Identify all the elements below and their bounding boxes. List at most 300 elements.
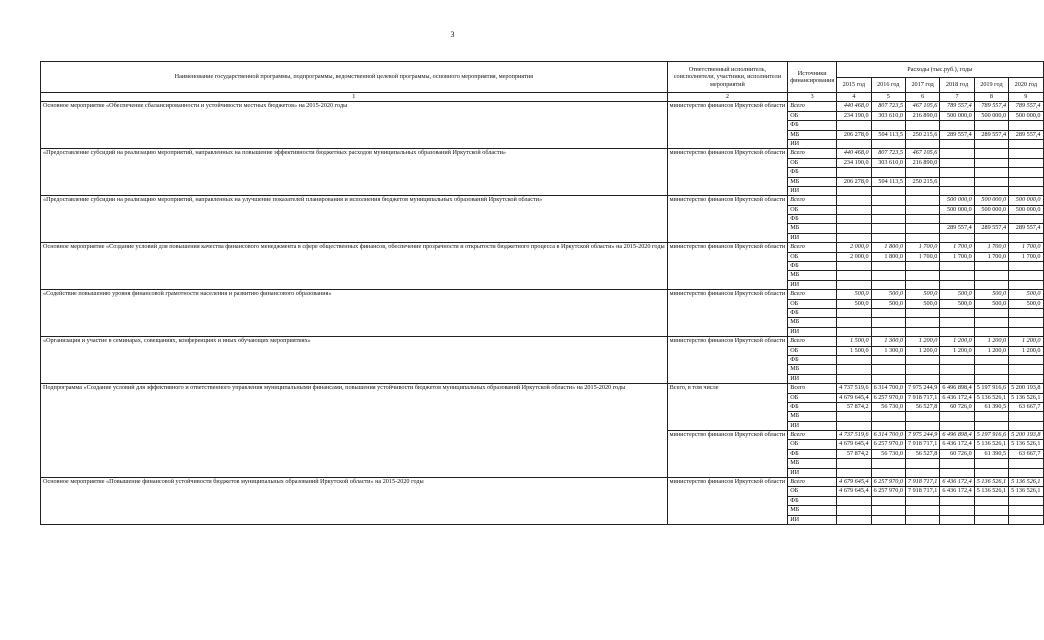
amount-cell	[1009, 374, 1043, 383]
amount-cell: 467 105,6	[905, 102, 939, 111]
funding-source: ФБ	[788, 449, 837, 458]
amount-cell: 440 468,0	[837, 149, 871, 158]
header-expenses: Расходы (тыс.руб.), годы	[837, 62, 1043, 78]
funding-source: ФБ	[788, 402, 837, 411]
funding-source: МБ	[788, 412, 837, 421]
amount-cell	[974, 186, 1008, 195]
amount-cell	[837, 327, 871, 336]
funding-source: ОБ	[788, 205, 837, 214]
amount-cell: 1 700,0	[1009, 252, 1043, 261]
amount-cell: 6 257 970,0	[871, 440, 905, 449]
amount-cell	[974, 496, 1008, 505]
amount-cell	[905, 412, 939, 421]
amount-cell	[940, 374, 974, 383]
header-year: 2018 год	[940, 77, 974, 93]
amount-cell: 6 436 172,4	[940, 478, 974, 487]
amount-cell	[871, 280, 905, 289]
funding-source: ФБ	[788, 308, 837, 317]
amount-cell: 1 300,0	[871, 346, 905, 355]
amount-cell	[905, 506, 939, 515]
amount-cell	[871, 215, 905, 224]
column-index: 2	[667, 93, 788, 102]
amount-cell	[837, 139, 871, 148]
amount-cell: 4 737 519,6	[837, 431, 871, 440]
amount-cell: 56 527,8	[905, 402, 939, 411]
column-index: 6	[905, 93, 939, 102]
amount-cell	[1009, 233, 1043, 242]
amount-cell	[940, 506, 974, 515]
amount-cell	[905, 168, 939, 177]
amount-cell: 1 200,0	[940, 337, 974, 346]
amount-cell: 1 700,0	[905, 252, 939, 261]
amount-cell: 1 300,0	[871, 337, 905, 346]
amount-cell	[1009, 506, 1043, 515]
amount-cell	[940, 177, 974, 186]
funding-source: ОБ	[788, 346, 837, 355]
funding-source: МБ	[788, 459, 837, 468]
funding-source: МБ	[788, 224, 837, 233]
amount-cell: 5 136 526,1	[1009, 440, 1043, 449]
amount-cell	[871, 421, 905, 430]
funding-source: Всего	[788, 243, 837, 252]
amount-cell	[940, 421, 974, 430]
amount-cell	[1009, 355, 1043, 364]
amount-cell	[905, 468, 939, 477]
amount-cell	[871, 506, 905, 515]
funding-source: Всего	[788, 102, 837, 111]
funding-source: ОБ	[788, 158, 837, 167]
amount-cell: 5 200 193,8	[1009, 431, 1043, 440]
amount-cell	[940, 262, 974, 271]
amount-cell	[905, 496, 939, 505]
amount-cell	[871, 262, 905, 271]
table-body	[41, 102, 1044, 525]
amount-cell	[940, 233, 974, 242]
funding-source: Всего	[788, 290, 837, 299]
amount-cell	[1009, 215, 1043, 224]
amount-cell	[940, 515, 974, 524]
amount-cell	[905, 365, 939, 374]
amount-cell	[871, 327, 905, 336]
amount-cell: 1 200,0	[905, 337, 939, 346]
amount-cell: 63 667,7	[1009, 402, 1043, 411]
amount-cell: 234 190,0	[837, 158, 871, 167]
amount-cell: 6 436 172,4	[940, 487, 974, 496]
amount-cell: 807 723,5	[871, 102, 905, 111]
amount-cell	[871, 374, 905, 383]
header-year: 2017 год	[905, 77, 939, 93]
amount-cell: 5 136 526,1	[1009, 478, 1043, 487]
amount-cell	[871, 168, 905, 177]
amount-cell: 4 679 645,4	[837, 487, 871, 496]
amount-cell: 500 000,0	[1009, 205, 1043, 214]
amount-cell	[974, 280, 1008, 289]
amount-cell	[974, 365, 1008, 374]
funding-source: МБ	[788, 506, 837, 515]
amount-cell: 7 975 244,9	[905, 384, 939, 393]
amount-cell: 1 700,0	[940, 252, 974, 261]
amount-cell: 2 000,0	[837, 243, 871, 252]
funding-source: ИИ	[788, 139, 837, 148]
amount-cell	[905, 355, 939, 364]
funding-source: ИИ	[788, 515, 837, 524]
amount-cell	[940, 496, 974, 505]
amount-cell	[940, 121, 974, 130]
amount-cell: 56 730,0	[871, 449, 905, 458]
amount-cell	[871, 355, 905, 364]
amount-cell: 1 700,0	[974, 252, 1008, 261]
amount-cell: 61 390,5	[974, 402, 1008, 411]
amount-cell: 789 557,4	[1009, 102, 1043, 111]
amount-cell	[905, 205, 939, 214]
amount-cell: 467 105,6	[905, 149, 939, 158]
amount-cell	[1009, 318, 1043, 327]
amount-cell: 500 000,0	[1009, 111, 1043, 120]
amount-cell	[837, 496, 871, 505]
executor-name: министерство финансов Иркутской области	[667, 290, 788, 337]
amount-cell: 500 000,0	[1009, 196, 1043, 205]
amount-cell: 7 918 717,1	[905, 487, 939, 496]
funding-source: МБ	[788, 130, 837, 139]
measure-name: «Содействие повышению уровня финансовой грамотности населения и развитию финансового образования»	[41, 290, 668, 337]
amount-cell	[905, 374, 939, 383]
header-name: Наименование государственной программы, подпрограммы, ведомственной целевой программы, основного мероприятия, мероприятия	[41, 62, 668, 93]
amount-cell: 250 215,6	[905, 130, 939, 139]
amount-cell	[837, 318, 871, 327]
measure-name: Основное мероприятие «Повышение финансовой устойчивости бюджетов муниципальных образований Иркутской области» на 2015-2020 годы	[41, 478, 668, 525]
amount-cell: 807 723,5	[871, 149, 905, 158]
funding-source: ФБ	[788, 215, 837, 224]
page-number: 3	[450, 30, 455, 39]
amount-cell	[940, 327, 974, 336]
amount-cell	[940, 271, 974, 280]
amount-cell	[837, 224, 871, 233]
amount-cell: 4 679 645,4	[837, 478, 871, 487]
funding-source: МБ	[788, 365, 837, 374]
amount-cell	[837, 308, 871, 317]
amount-cell	[905, 196, 939, 205]
amount-cell: 500,0	[871, 290, 905, 299]
amount-cell	[1009, 149, 1043, 158]
funding-source: ОБ	[788, 111, 837, 120]
amount-cell	[940, 355, 974, 364]
table-row	[41, 337, 1044, 346]
amount-cell: 216 890,0	[905, 111, 939, 120]
funding-source: Всего	[788, 337, 837, 346]
amount-cell	[974, 515, 1008, 524]
funding-source: Всего	[788, 384, 837, 393]
amount-cell: 2 000,0	[837, 252, 871, 261]
measure-name: «Предоставление субсидии на реализацию мероприятий, направленных на улучшение показателей планирования и исполнения бюджетов муниципальных образований Иркутской области»	[41, 196, 668, 243]
amount-cell	[905, 121, 939, 130]
column-index: 8	[974, 93, 1008, 102]
amount-cell: 500,0	[871, 299, 905, 308]
amount-cell	[1009, 158, 1043, 167]
amount-cell: 5 200 193,8	[1009, 384, 1043, 393]
column-index-row	[41, 93, 1044, 102]
amount-cell	[837, 205, 871, 214]
amount-cell	[837, 365, 871, 374]
amount-cell	[974, 139, 1008, 148]
amount-cell	[940, 459, 974, 468]
amount-cell	[837, 468, 871, 477]
amount-cell	[837, 186, 871, 195]
amount-cell	[837, 506, 871, 515]
amount-cell	[871, 515, 905, 524]
funding-source: ФБ	[788, 496, 837, 505]
amount-cell: 206 278,0	[837, 177, 871, 186]
amount-cell	[871, 186, 905, 195]
amount-cell: 289 557,4	[974, 224, 1008, 233]
amount-cell	[871, 233, 905, 242]
amount-cell: 1 800,0	[871, 252, 905, 261]
amount-cell: 504 113,5	[871, 177, 905, 186]
table-row	[41, 243, 1044, 252]
amount-cell	[940, 139, 974, 148]
amount-cell	[837, 233, 871, 242]
amount-cell	[905, 308, 939, 317]
amount-cell	[837, 374, 871, 383]
amount-cell	[905, 318, 939, 327]
amount-cell: 57 874,2	[837, 449, 871, 458]
amount-cell: 6 314 700,0	[871, 431, 905, 440]
table-row	[41, 196, 1044, 205]
amount-cell: 5 197 916,6	[974, 431, 1008, 440]
amount-cell: 56 730,0	[871, 402, 905, 411]
amount-cell: 500,0	[905, 299, 939, 308]
amount-cell	[871, 459, 905, 468]
amount-cell	[1009, 280, 1043, 289]
amount-cell	[1009, 186, 1043, 195]
amount-cell	[837, 280, 871, 289]
amount-cell: 6 436 172,4	[940, 393, 974, 402]
amount-cell: 289 557,4	[1009, 224, 1043, 233]
funding-source: ИИ	[788, 327, 837, 336]
funding-source: ИИ	[788, 468, 837, 477]
amount-cell: 789 557,4	[940, 102, 974, 111]
amount-cell	[974, 412, 1008, 421]
amount-cell	[837, 271, 871, 280]
header-executor: Ответственный исполнитель, соисполнители, участники, исполнители мероприятий	[667, 62, 788, 93]
funding-source: ОБ	[788, 252, 837, 261]
executor-name: Всего, в том числе	[667, 384, 788, 431]
column-index: 3	[788, 93, 837, 102]
funding-source: ИИ	[788, 421, 837, 430]
amount-cell	[940, 308, 974, 317]
amount-cell	[837, 121, 871, 130]
amount-cell	[974, 215, 1008, 224]
amount-cell: 56 527,8	[905, 449, 939, 458]
measure-name: «Организация и участие в семинарах, совещаниях, конференциях и иных обучающих мероприятиях»	[41, 337, 668, 384]
table-row	[41, 102, 1044, 111]
amount-cell: 500 000,0	[940, 205, 974, 214]
amount-cell: 6 257 970,0	[871, 487, 905, 496]
amount-cell: 6 496 898,4	[940, 384, 974, 393]
amount-cell	[974, 158, 1008, 167]
amount-cell	[1009, 168, 1043, 177]
amount-cell	[940, 318, 974, 327]
amount-cell: 250 215,6	[905, 177, 939, 186]
column-index: 1	[41, 93, 668, 102]
amount-cell: 1 200,0	[905, 346, 939, 355]
amount-cell	[905, 421, 939, 430]
amount-cell: 7 918 717,1	[905, 393, 939, 402]
amount-cell	[974, 262, 1008, 271]
amount-cell	[974, 421, 1008, 430]
amount-cell: 6 257 970,0	[871, 393, 905, 402]
amount-cell: 6 314 700,0	[871, 384, 905, 393]
amount-cell: 1 500,0	[837, 346, 871, 355]
column-index: 4	[837, 93, 871, 102]
amount-cell: 500 000,0	[940, 196, 974, 205]
funding-source: ИИ	[788, 374, 837, 383]
amount-cell: 1 700,0	[940, 243, 974, 252]
funding-source: ОБ	[788, 487, 837, 496]
amount-cell: 789 557,4	[974, 102, 1008, 111]
amount-cell	[905, 515, 939, 524]
amount-cell	[871, 271, 905, 280]
amount-cell	[905, 271, 939, 280]
funding-source: ФБ	[788, 262, 837, 271]
amount-cell: 1 700,0	[974, 243, 1008, 252]
amount-cell: 500,0	[1009, 299, 1043, 308]
amount-cell: 500,0	[974, 290, 1008, 299]
amount-cell: 5 136 526,1	[974, 393, 1008, 402]
amount-cell	[871, 196, 905, 205]
amount-cell	[837, 459, 871, 468]
amount-cell	[1009, 308, 1043, 317]
amount-cell	[905, 186, 939, 195]
amount-cell: 440 468,0	[837, 102, 871, 111]
amount-cell	[1009, 515, 1043, 524]
measure-name: Основное мероприятие «Обеспечение сбалансированности и устойчивости местных бюджетов» на 2015-2020 годы	[41, 102, 668, 149]
executor-name: министерство финансов Иркутской области	[667, 431, 788, 478]
amount-cell	[974, 318, 1008, 327]
amount-cell	[940, 468, 974, 477]
amount-cell	[974, 355, 1008, 364]
amount-cell: 1 200,0	[974, 337, 1008, 346]
header-year: 2020 год	[1009, 77, 1043, 93]
amount-cell: 6 496 898,4	[940, 431, 974, 440]
header-year: 2016 год	[871, 77, 905, 93]
funding-source: ОБ	[788, 440, 837, 449]
executor-name: министерство финансов Иркутской области	[667, 196, 788, 243]
amount-cell: 4 737 519,6	[837, 384, 871, 393]
funding-source: ФБ	[788, 355, 837, 364]
amount-cell	[1009, 177, 1043, 186]
amount-cell: 504 113,5	[871, 130, 905, 139]
amount-cell: 500,0	[940, 290, 974, 299]
amount-cell	[940, 365, 974, 374]
amount-cell	[905, 139, 939, 148]
amount-cell: 1 200,0	[1009, 346, 1043, 355]
amount-cell: 60 726,0	[940, 402, 974, 411]
amount-cell	[974, 168, 1008, 177]
amount-cell: 289 557,4	[1009, 130, 1043, 139]
amount-cell	[940, 412, 974, 421]
amount-cell: 500 000,0	[940, 111, 974, 120]
amount-cell: 500,0	[1009, 290, 1043, 299]
measure-name: «Предоставление субсидий на реализацию мероприятий, направленных на повышение эффективности бюджетных расходов муниципальных образований Иркутской области»	[41, 149, 668, 196]
funding-source: ОБ	[788, 393, 837, 402]
amount-cell	[837, 355, 871, 364]
amount-cell	[837, 168, 871, 177]
amount-cell	[871, 496, 905, 505]
header-year: 2015 год	[837, 77, 871, 93]
amount-cell: 234 190,0	[837, 111, 871, 120]
amount-cell: 4 679 645,4	[837, 440, 871, 449]
amount-cell	[871, 224, 905, 233]
amount-cell	[905, 459, 939, 468]
amount-cell	[974, 468, 1008, 477]
amount-cell	[974, 374, 1008, 383]
amount-cell: 500 000,0	[974, 196, 1008, 205]
amount-cell	[974, 327, 1008, 336]
amount-cell	[1009, 121, 1043, 130]
table-row	[41, 384, 1044, 393]
amount-cell: 5 136 526,1	[1009, 393, 1043, 402]
amount-cell	[905, 224, 939, 233]
amount-cell: 1 800,0	[871, 243, 905, 252]
amount-cell	[1009, 412, 1043, 421]
amount-cell	[1009, 365, 1043, 374]
amount-cell	[871, 468, 905, 477]
amount-cell	[940, 280, 974, 289]
financing-table	[40, 61, 1044, 525]
amount-cell: 500,0	[837, 290, 871, 299]
amount-cell: 63 667,7	[1009, 449, 1043, 458]
amount-cell: 5 136 526,1	[974, 478, 1008, 487]
amount-cell: 303 610,0	[871, 111, 905, 120]
header-source: Источники финансирования	[788, 62, 837, 93]
amount-cell: 5 136 526,1	[1009, 487, 1043, 496]
amount-cell	[974, 177, 1008, 186]
amount-cell: 500,0	[940, 299, 974, 308]
funding-source: Всего	[788, 149, 837, 158]
amount-cell: 5 136 526,1	[974, 440, 1008, 449]
amount-cell	[1009, 139, 1043, 148]
amount-cell	[871, 121, 905, 130]
amount-cell	[837, 196, 871, 205]
amount-cell	[905, 262, 939, 271]
amount-cell: 7 918 717,1	[905, 478, 939, 487]
column-index: 9	[1009, 93, 1043, 102]
amount-cell	[974, 308, 1008, 317]
amount-cell	[974, 506, 1008, 515]
amount-cell	[871, 412, 905, 421]
table-row	[41, 149, 1044, 158]
funding-source: Всего	[788, 196, 837, 205]
amount-cell: 206 278,0	[837, 130, 871, 139]
amount-cell: 6 257 970,0	[871, 478, 905, 487]
amount-cell: 1 500,0	[837, 337, 871, 346]
executor-name: министерство финансов Иркутской области	[667, 337, 788, 384]
amount-cell	[974, 271, 1008, 280]
amount-cell: 289 557,4	[940, 224, 974, 233]
funding-source: ОБ	[788, 299, 837, 308]
funding-source: ИИ	[788, 280, 837, 289]
funding-source: МБ	[788, 318, 837, 327]
amount-cell	[1009, 271, 1043, 280]
amount-cell: 7 918 717,1	[905, 440, 939, 449]
executor-name: министерство финансов Иркутской области	[667, 102, 788, 149]
amount-cell	[1009, 459, 1043, 468]
amount-cell	[940, 215, 974, 224]
amount-cell	[974, 149, 1008, 158]
funding-source: ФБ	[788, 121, 837, 130]
amount-cell	[905, 233, 939, 242]
amount-cell: 1 700,0	[1009, 243, 1043, 252]
